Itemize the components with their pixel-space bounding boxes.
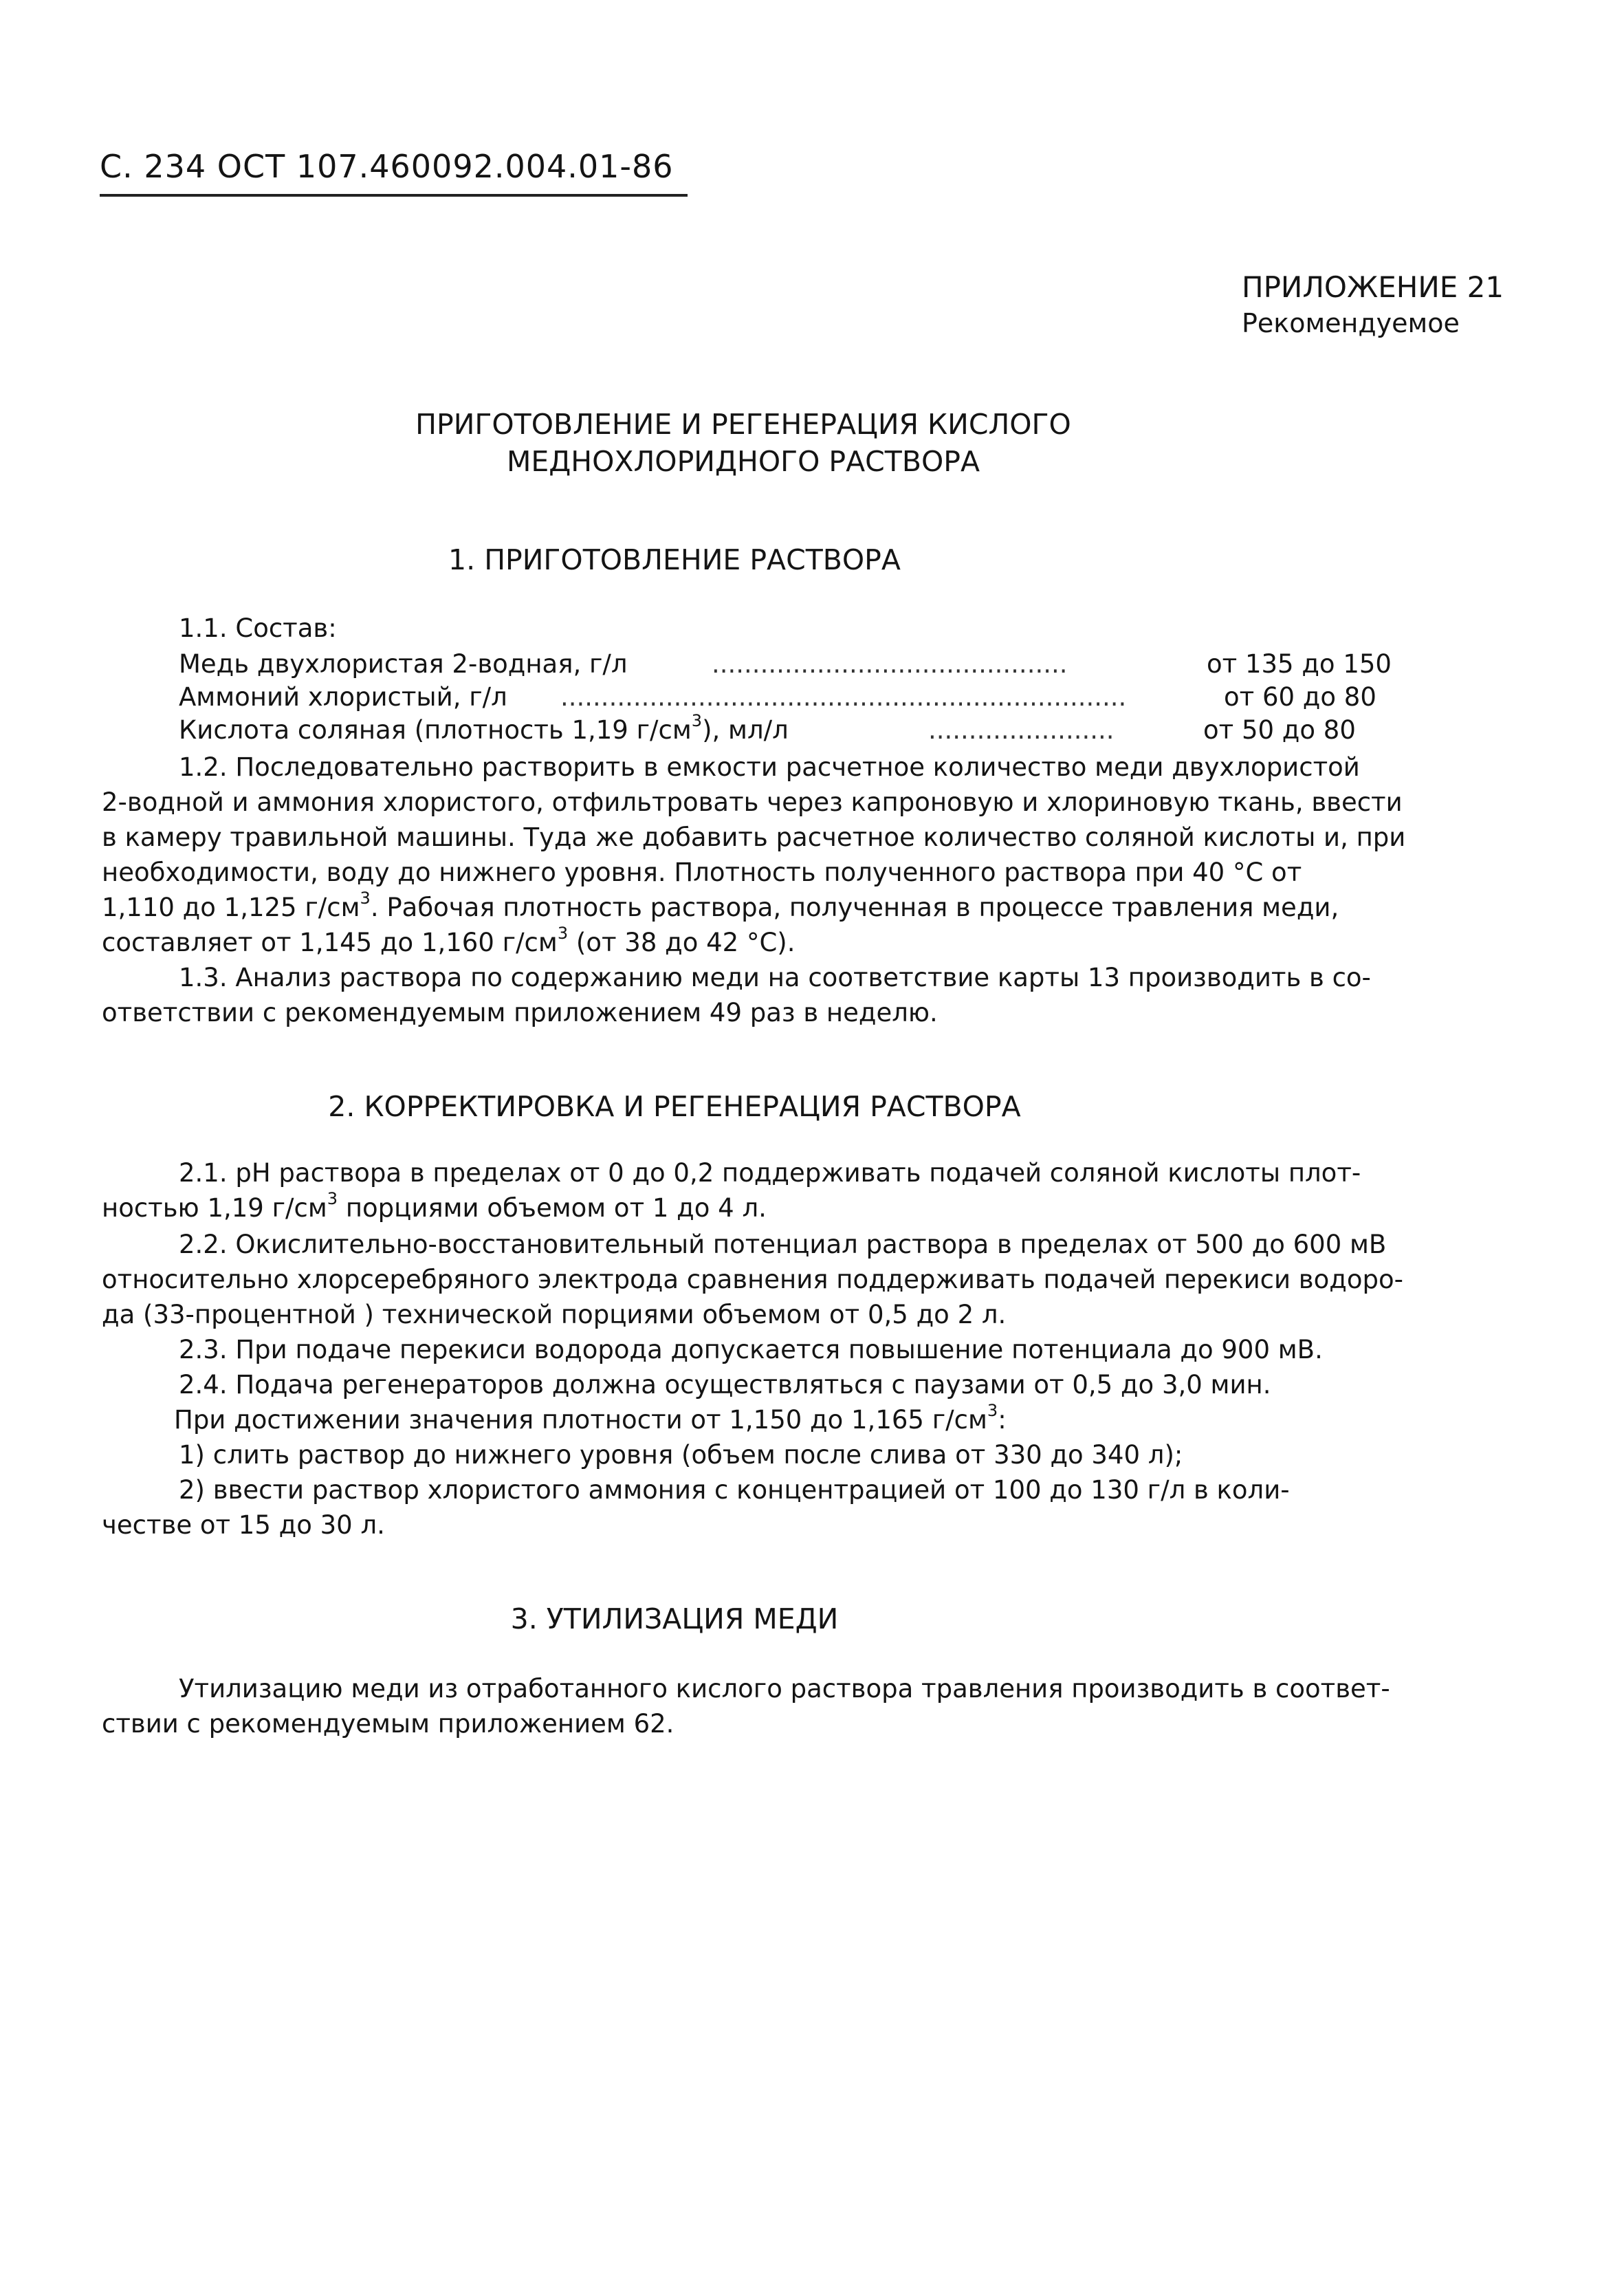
text-line: 2-водной и аммония хлористого, отфильтровать через капроновую и хлориновую ткань, ввести: [102, 787, 1403, 817]
text-line: составляет от 1,145 до 1,160 $г/см^3$ (от 38 до 42 °С).: [102, 923, 795, 957]
text-line: 1,110 до 1,125 $г/см^3$. Рабочая плотность раствора, полученная в процессе травления меди,: [102, 888, 1339, 922]
paragraph-2-4: [102, 1367, 1518, 1402]
paragraph-1-2: [102, 750, 1518, 960]
composition-value: от 50 до 80: [1203, 715, 1356, 745]
composition-name: Медь двухлористая 2-водная, г/л: [179, 649, 628, 679]
title-line-2: МЕДНОХЛОРИДНОГО РАСТВОРА: [506, 445, 980, 478]
text-line: в камеру травильной машины. Туда же добавить расчетное количество соляной кислоты и, при: [102, 823, 1406, 852]
composition-value: от 60 до 80: [1224, 682, 1376, 712]
section-1-heading: 1. ПРИГОТОВЛЕНИЕ РАСТВОРА: [448, 543, 901, 576]
paragraph-3: [102, 1671, 1518, 1741]
appendix-label: ПРИЛОЖЕНИЕ 21: [1242, 270, 1504, 304]
text-line: необходимости, воду до нижнего уровня. Плотность полученного раствора при 40 °С от: [102, 858, 1302, 887]
appendix-block: [1242, 270, 1504, 341]
text-line: 1.3. Анализ раствора по содержанию меди на соответствие карты 13 производить в со-: [179, 963, 1371, 992]
list-item-2: [102, 1472, 1518, 1543]
text-line: 1.2. Последовательно растворить в емкости расчетное количество меди двухлористой: [179, 752, 1360, 782]
text-line: ответствии с рекомендуемым приложением 49 раз в неделю.: [102, 998, 938, 1027]
paragraph-2-3: [102, 1332, 1518, 1367]
leader-dots: ............................................: [712, 649, 1068, 679]
document-title: [0, 406, 1624, 480]
composition-value: от 135 до 150: [1207, 649, 1392, 679]
paragraph-2-1: [102, 1155, 1518, 1226]
text-line: Утилизацию меди из отработанного кислого раствора травления производить в соответ-: [179, 1674, 1390, 1703]
header-rule: [100, 194, 688, 197]
text-line: относительно хлорсеребряного электрода сравнения поддерживать подачей перекиси водоро-: [102, 1265, 1403, 1294]
text-line: 2) ввести раствор хлористого аммония с концентрацией от 100 до 130 г/л в коли-: [179, 1475, 1290, 1505]
leader-dots: ......................................................................: [560, 682, 1127, 712]
text-line: 2.2. Окислительно-восстановительный потенциал раствора в пределах от 500 до 600 мВ: [179, 1230, 1387, 1259]
paragraph-1-3: [102, 960, 1518, 1030]
section-2-heading: 2. КОРРЕКТИРОВКА И РЕГЕНЕРАЦИЯ РАСТВОРА: [328, 1090, 1021, 1123]
composition-name: Кислота соляная (плотность 1,19 $г/см^3$), мл/л: [179, 710, 789, 745]
section-3-heading: 3. УТИЛИЗАЦИЯ МЕДИ: [510, 1602, 839, 1635]
text-line: 1) слить раствор до нижнего уровня (объем после слива от 330 до 340 л);: [179, 1440, 1183, 1470]
text-line: да (33-процентной ) технической порциями объемом от 0,5 до 2 л.: [102, 1300, 1007, 1329]
text-line: 2.1. рН раствора в пределах от 0 до 0,2 поддерживать подачей соляной кислоты плот-: [179, 1158, 1361, 1188]
text-line: ствии с рекомендуемым приложением 62.: [102, 1709, 674, 1739]
paragraph-2-2: [102, 1227, 1518, 1332]
text-line: 2.4. Подача регенераторов должна осуществляться с паузами от 0,5 до 3,0 мин.: [179, 1370, 1271, 1400]
composition-label: 1.1. Состав:: [179, 613, 337, 643]
list-item-1: [102, 1437, 1518, 1472]
leader-dots: .......................: [928, 715, 1115, 745]
paragraph-1-1-label: [102, 611, 1518, 646]
title-line-1: ПРИГОТОВЛЕНИЕ И РЕГЕНЕРАЦИЯ КИСЛОГО: [415, 408, 1071, 441]
text-line: честве от 15 до 30 л.: [102, 1510, 385, 1540]
page-header: С. 234 ОСТ 107.460092.004.01-86: [100, 148, 674, 185]
paragraph-2-5: [102, 1402, 1518, 1437]
text-line: ностью 1,19 $г/см^3$ порциями объемом от 1 до 4 л.: [102, 1188, 767, 1223]
text-line: 2.3. При подаче перекиси водорода допускается повышение потенциала до 900 мВ.: [179, 1335, 1323, 1364]
composition-name: Аммоний хлористый, г/л: [179, 682, 507, 712]
text-line: При достижении значения плотности от 1,150 до 1,165 $г/см^3$:: [174, 1400, 1007, 1435]
appendix-type: Рекомендуемое: [1242, 308, 1460, 338]
